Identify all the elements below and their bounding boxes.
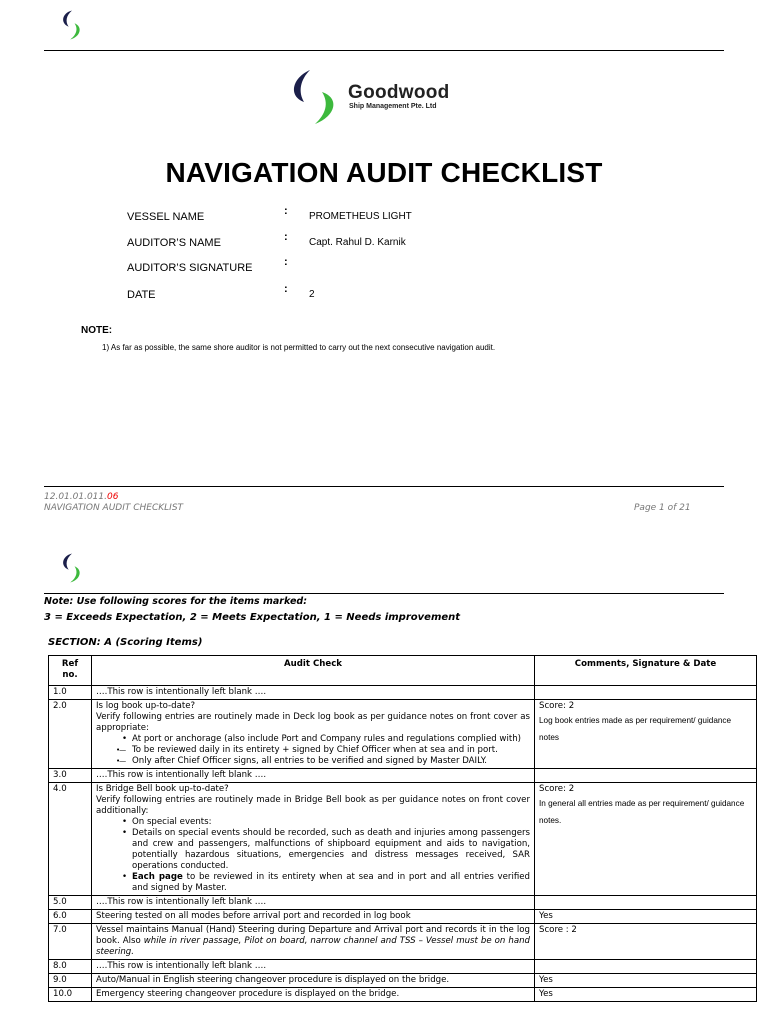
comment-cell: Score : 2 <box>535 924 757 960</box>
check-instruction: Verify following entries are routinely made in Deck log book as per guidance notes on front cover as appropriate: <box>96 712 530 733</box>
table-row <box>49 783 757 896</box>
table-row <box>49 686 757 700</box>
table-row <box>49 988 757 1002</box>
check-cell: Steering tested on all modes before arrival port and recorded in log book <box>92 910 535 924</box>
comment-text: In general all entries made as per requirement/ guidance notes. <box>539 799 745 825</box>
table-row <box>49 700 757 769</box>
score-value: Score: 2 <box>539 784 575 794</box>
list-item: • At port or anchorage (also include Port and Company rules and regulations complied with) <box>122 734 530 745</box>
check-cell: ….This row is intentionally left blank …. <box>92 686 535 700</box>
note-text: 1) As far as possible, the same shore auditor is not permitted to carry out the next consecutive navigation audit. <box>102 343 496 352</box>
comment-cell <box>535 700 757 769</box>
ref-cell: 5.0 <box>49 896 92 910</box>
header-rule <box>44 593 724 594</box>
list-item <box>122 872 530 894</box>
vessel-name-value: PROMETHEUS LIGHT <box>309 211 412 222</box>
check-question: Is log book up-to-date? <box>96 701 196 711</box>
ref-cell: 8.0 <box>49 960 92 974</box>
table-row <box>49 960 757 974</box>
check-instruction: Verify following entries are routinely made in Bridge Bell book as per guidance notes on front cover additionally: <box>96 795 530 816</box>
list-item: • On special events: <box>122 817 530 828</box>
comment-cell: Yes <box>535 910 757 924</box>
doc-code-revision: 06 <box>106 492 119 502</box>
check-text: Vessel maintains Manual (Hand) Steering during Departure and Arrival port and records it in the log book. Also <box>96 925 530 946</box>
comment-text: Log book entries made as per requirement/ guidance notes <box>539 716 732 742</box>
table-row <box>49 910 757 924</box>
table-row <box>49 769 757 783</box>
check-cell: ….This row is intentionally left blank …. <box>92 769 535 783</box>
comment-cell: Yes <box>535 988 757 1002</box>
check-cell: ….This row is intentionally left blank …. <box>92 896 535 910</box>
vessel-name-colon: : <box>284 205 288 217</box>
ref-cell: 3.0 <box>49 769 92 783</box>
page-number: Page 1 of 21 <box>634 503 691 513</box>
comment-cell <box>535 769 757 783</box>
auditor-name-colon: : <box>284 231 288 243</box>
table-row <box>49 924 757 960</box>
page-title: NAVIGATION AUDIT CHECKLIST <box>165 157 603 188</box>
list-item-rest: to be reviewed in its entirety when at sea and in port and all entries verified and signed by Master. <box>132 872 530 893</box>
note-heading: NOTE: <box>81 325 113 336</box>
header-ref: Ref no. <box>49 656 92 686</box>
list-item-bold: Each page <box>132 872 183 882</box>
footer-doc-title: NAVIGATION AUDIT CHECKLIST <box>44 503 184 513</box>
auditor-name-value: Capt. Rahul D. Karnik <box>309 237 406 248</box>
comment-cell <box>535 686 757 700</box>
section-title: SECTION: A (Scoring Items) <box>48 637 203 648</box>
check-cell <box>92 783 535 896</box>
goodwood-logo-icon <box>55 8 89 42</box>
date-colon: : <box>284 283 288 295</box>
check-list <box>122 817 530 894</box>
audit-table <box>48 655 757 1002</box>
doc-code <box>44 492 118 502</box>
ref-cell: 1.0 <box>49 686 92 700</box>
list-item: •— To be reviewed daily in its entirety + signed by Chief Officer when at sea and in port. <box>122 745 530 756</box>
check-question: Is Bridge Bell book up-to-date? <box>96 784 229 794</box>
table-header-row <box>49 656 757 686</box>
check-list <box>122 734 530 767</box>
footer-rule <box>44 486 724 487</box>
auditor-signature-label: AUDITOR’S SIGNATURE <box>127 262 253 274</box>
brand-subtitle: Ship Management Pte. Ltd <box>349 103 437 110</box>
brand-name: Goodwood <box>348 82 450 103</box>
check-cell: Emergency steering changeover procedure is displayed on the bridge. <box>92 988 535 1002</box>
check-text-italic: while in river passage, Pilot on board, narrow channel and TSS – Vessel must be on hand steering. <box>96 936 530 957</box>
doc-code-prefix: 12.01.01.011. <box>44 492 107 502</box>
header-comments: Comments, Signature & Date <box>535 656 757 686</box>
list-item: • Details on special events should be recorded, such as death and injuries among passengers and crew and passengers, malfunctions of shipboard equipment and aids to navigation, potentially hazardous situations, emergencies and distress messages received, SAR operations conducted. <box>122 828 530 872</box>
header-audit-check: Audit Check <box>92 656 535 686</box>
comment-cell: Yes <box>535 974 757 988</box>
ref-cell: 10.0 <box>49 988 92 1002</box>
comment-cell <box>535 783 757 896</box>
ref-cell: 2.0 <box>49 700 92 769</box>
vessel-name-label: VESSEL NAME <box>127 211 205 223</box>
goodwood-brand-logo-icon <box>288 68 348 126</box>
check-cell <box>92 924 535 960</box>
check-cell: Auto/Manual in English steering changeover procedure is displayed on the bridge. <box>92 974 535 988</box>
check-cell: ….This row is intentionally left blank …. <box>92 960 535 974</box>
ref-cell: 9.0 <box>49 974 92 988</box>
ref-cell: 7.0 <box>49 924 92 960</box>
table-row <box>49 974 757 988</box>
ref-cell: 6.0 <box>49 910 92 924</box>
list-item: •— Only after Chief Officer signs, all entries to be verified and signed by Master DAILY. <box>122 756 530 767</box>
goodwood-logo-icon <box>55 551 89 585</box>
ref-cell: 4.0 <box>49 783 92 896</box>
comment-cell <box>535 960 757 974</box>
auditor-name-label: AUDITOR’S NAME <box>127 237 221 249</box>
header-rule <box>44 50 724 51</box>
score-value: Score: 2 <box>539 701 575 711</box>
comment-cell <box>535 896 757 910</box>
date-value: 2 <box>309 289 315 300</box>
check-cell <box>92 700 535 769</box>
score-note: Note: Use following scores for the items marked: <box>44 596 308 607</box>
table-row <box>49 896 757 910</box>
date-label: DATE <box>127 289 156 301</box>
score-legend: 3 = Exceeds Expectation, 2 = Meets Expectation, 1 = Needs improvement <box>44 612 461 623</box>
auditor-signature-colon: : <box>284 256 288 268</box>
